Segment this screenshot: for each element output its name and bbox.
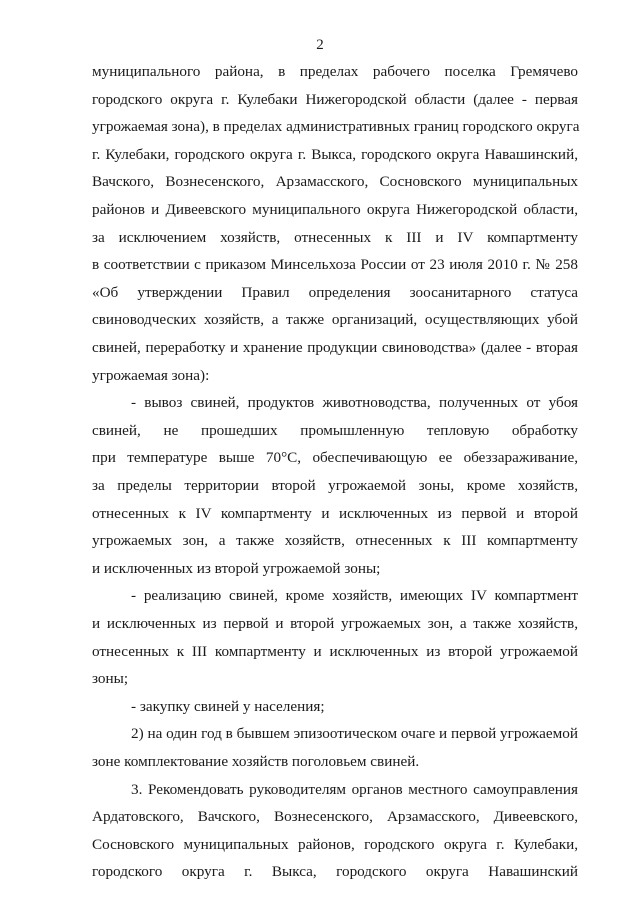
text-line: и исключенных из второй угрожаемой зоны; — [92, 559, 381, 577]
text-line: - закупку свиней у населения; — [131, 697, 325, 715]
text-line: свиней, переработку и хранение продукции свиноводства» (далее - вторая — [92, 339, 578, 356]
text-line: г. Кулебаки, городского округа г. Выкса, городского округа Навашинский, — [92, 145, 578, 163]
text-line: - вывоз свиней, продуктов животноводства, полученных от убоя — [131, 394, 578, 412]
text-line: «Об утверждении Правил определения зоосанитарного статуса — [92, 283, 578, 301]
text-line: зоны; — [92, 670, 129, 688]
text-line: в соответствии с приказом Минсельхоза России от 23 июля 2010 г. № 258 — [92, 256, 578, 274]
text-line: свиноводческих хозяйств, а также организаций, осуществляющих убой — [92, 311, 578, 329]
text-line: Сосновского муниципальных районов, городского округа г. Кулебаки, — [92, 835, 578, 853]
text-line: Ардатовского, Вачского, Вознесенского, Арзамасского, Дивеевского, — [92, 808, 578, 826]
text-line: свиней, не прошедших промышленную тепловую обработку — [92, 421, 578, 439]
text-line: - реализацию свиней, кроме хозяйств, имеющих IV компартмент — [131, 587, 578, 605]
text-line: Вачского, Вознесенского, Арзамасского, Сосновского муниципальных — [92, 173, 578, 191]
text-line: за исключением хозяйств, отнесенных к III и IV компартменту — [92, 228, 578, 246]
text-line: угрожаемая зона), в пределах административных границ городского округа — [92, 118, 580, 136]
text-line: городского округа г. Кулебаки Нижегородской области (далее - первая — [92, 90, 578, 108]
text-line: отнесенных к IV компартменту и исключенных из первой и второй — [92, 504, 578, 522]
text-line: отнесенных к III компартменту и исключенных из второй угрожаемой — [92, 642, 578, 660]
text-line: муниципального района, в пределах рабочего поселка Гремячево — [92, 63, 578, 80]
text-line: городского округа г. Выкса, городского округа Навашинский — [92, 863, 578, 881]
text-line: угрожаемых зон, а также хозяйств, отнесенных к III компартменту — [92, 532, 578, 550]
page-number: 2 — [316, 37, 324, 53]
text-line: 2) на один год в бывшем эпизоотическом очаге и первой угрожаемой — [131, 725, 578, 743]
text-line: районов и Дивеевского муниципального округа Нижегородской области, — [92, 201, 578, 218]
text-line: угрожаемая зона): — [92, 366, 210, 384]
text-line: зоне комплектование хозяйств поголовьем свиней. — [92, 753, 420, 770]
text-line: 3. Рекомендовать руководителям органов местного самоуправления — [131, 780, 578, 798]
text-line: при температуре выше 70°С, обеспечивающую ее обеззараживание, — [92, 449, 578, 467]
text-line: и исключенных из первой и второй угрожаемых зон, а также хозяйств, — [92, 615, 578, 632]
text-line: за пределы территории второй угрожаемой зоны, кроме хозяйств, — [92, 477, 578, 494]
